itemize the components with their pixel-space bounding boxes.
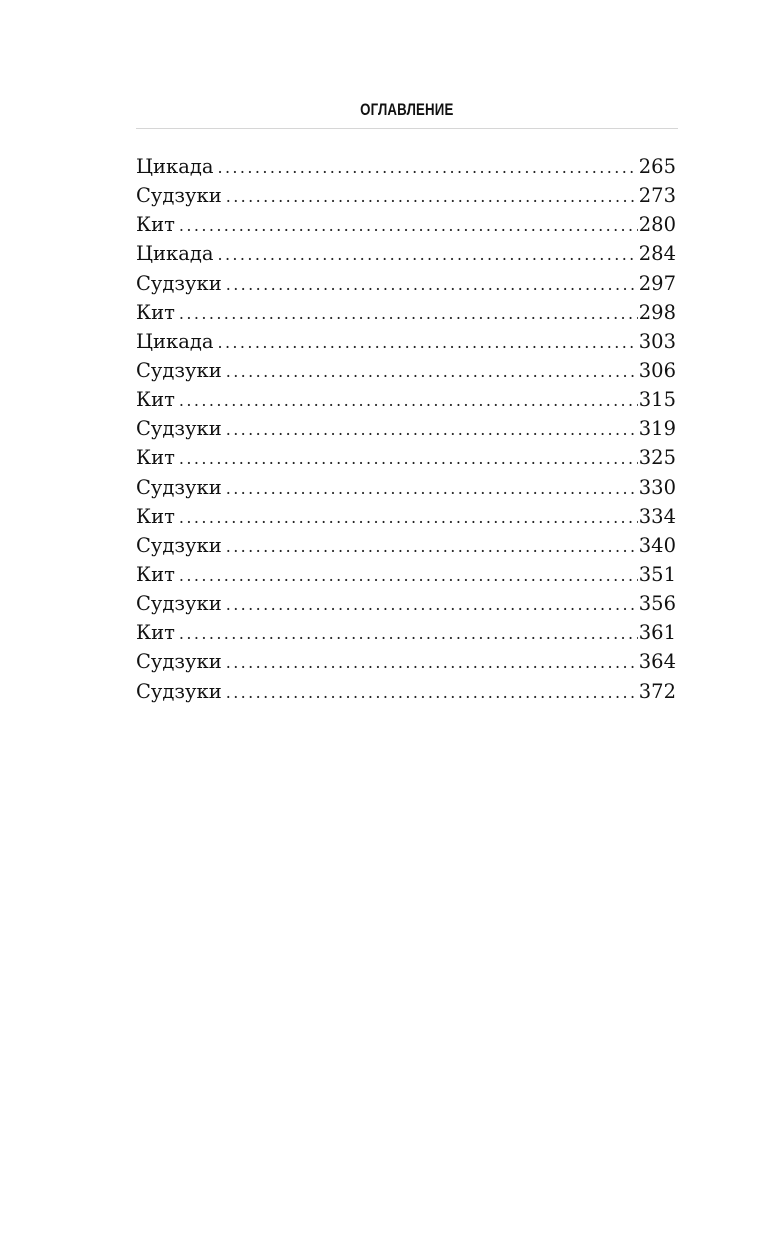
- toc-entry-page-number: 351: [638, 562, 676, 586]
- dot-leader: [179, 211, 638, 239]
- toc-entry[interactable]: [136, 269, 676, 298]
- toc-list: [136, 152, 676, 706]
- toc-entry-page-number: 315: [638, 388, 676, 412]
- toc-entry[interactable]: [136, 385, 676, 414]
- dot-leader: [179, 386, 638, 414]
- header-divider: [136, 128, 678, 129]
- toc-entry[interactable]: [136, 647, 676, 676]
- dot-leader: [217, 328, 637, 356]
- toc-entry-title: Цикада: [136, 155, 214, 178]
- toc-entry-title: Кит: [136, 504, 175, 528]
- toc-entry-title: Судзуки: [136, 533, 222, 557]
- toc-entry-title: Кит: [136, 388, 175, 412]
- toc-entry-page-number: 372: [638, 679, 676, 703]
- dot-leader: [179, 503, 638, 531]
- toc-entry-title: Судзуки: [136, 271, 222, 295]
- toc-entry-title: Кит: [136, 562, 175, 586]
- toc-entry[interactable]: [136, 414, 676, 443]
- toc-entry[interactable]: [136, 152, 676, 181]
- dot-leader: [226, 270, 638, 298]
- toc-entry[interactable]: [136, 473, 676, 502]
- toc-entry[interactable]: [136, 239, 676, 268]
- toc-title: ОГЛАВЛЕНИЕ: [360, 100, 454, 119]
- toc-entry[interactable]: [136, 589, 676, 618]
- toc-entry[interactable]: [136, 443, 676, 472]
- toc-entry-title: Кит: [136, 213, 175, 237]
- toc-entry-title: Судзуки: [136, 184, 222, 208]
- toc-entry-title: Судзуки: [136, 650, 222, 674]
- toc-entry[interactable]: [136, 677, 676, 706]
- dot-leader: [179, 444, 638, 472]
- toc-entry-title: Судзуки: [136, 475, 222, 499]
- toc-entry-title: Цикада: [136, 329, 214, 353]
- dot-leader: [226, 532, 638, 560]
- toc-entry[interactable]: [136, 502, 676, 531]
- toc-entry-title: Судзуки: [136, 679, 222, 703]
- dot-leader: [217, 240, 637, 268]
- toc-entry[interactable]: [136, 327, 676, 356]
- toc-entry-page-number: 356: [638, 592, 676, 616]
- dot-leader: [226, 357, 638, 385]
- toc-entry-page-number: 298: [638, 300, 676, 324]
- toc-entry-title: Кит: [136, 300, 175, 324]
- toc-entry[interactable]: [136, 298, 676, 327]
- toc-entry-page-number: 297: [638, 271, 676, 295]
- dot-leader: [226, 590, 638, 618]
- toc-entry-page-number: 361: [638, 621, 676, 645]
- toc-entry-title: Кит: [136, 621, 175, 645]
- toc-entry-page-number: 325: [638, 446, 676, 470]
- toc-entry[interactable]: [136, 210, 676, 239]
- toc-entry-page-number: 303: [638, 329, 676, 353]
- dot-leader: [179, 619, 638, 647]
- toc-entry-page-number: 364: [638, 650, 676, 674]
- toc-entry[interactable]: [136, 531, 676, 560]
- toc-entry-page-number: 340: [638, 533, 676, 557]
- toc-entry-page-number: 330: [638, 475, 676, 499]
- toc-entry-page-number: 306: [638, 358, 676, 382]
- toc-entry-page-number: 284: [638, 242, 676, 266]
- toc-entry-title: Судзуки: [136, 358, 222, 382]
- toc-entry[interactable]: [136, 181, 676, 210]
- dot-leader: [226, 678, 638, 706]
- toc-entry-page-number: 319: [638, 417, 676, 441]
- toc-entry-page-number: 334: [638, 504, 676, 528]
- toc-entry-page-number: 280: [638, 213, 676, 237]
- toc-entry-title: Цикада: [136, 242, 214, 266]
- dot-leader: [217, 153, 637, 181]
- toc-entry[interactable]: [136, 356, 676, 385]
- toc-entry-title: Судзуки: [136, 417, 222, 441]
- dot-leader: [226, 415, 638, 443]
- dot-leader: [226, 474, 638, 502]
- toc-entry-page-number: 265: [638, 155, 676, 178]
- dot-leader: [179, 561, 638, 589]
- dot-leader: [226, 182, 638, 210]
- toc-header: [136, 100, 678, 120]
- dot-leader: [226, 648, 638, 676]
- toc-entry-page-number: 273: [638, 184, 676, 208]
- dot-leader: [179, 299, 638, 327]
- toc-entry-title: Кит: [136, 446, 175, 470]
- toc-entry-title: Судзуки: [136, 592, 222, 616]
- toc-entry[interactable]: [136, 618, 676, 647]
- toc-entry[interactable]: [136, 560, 676, 589]
